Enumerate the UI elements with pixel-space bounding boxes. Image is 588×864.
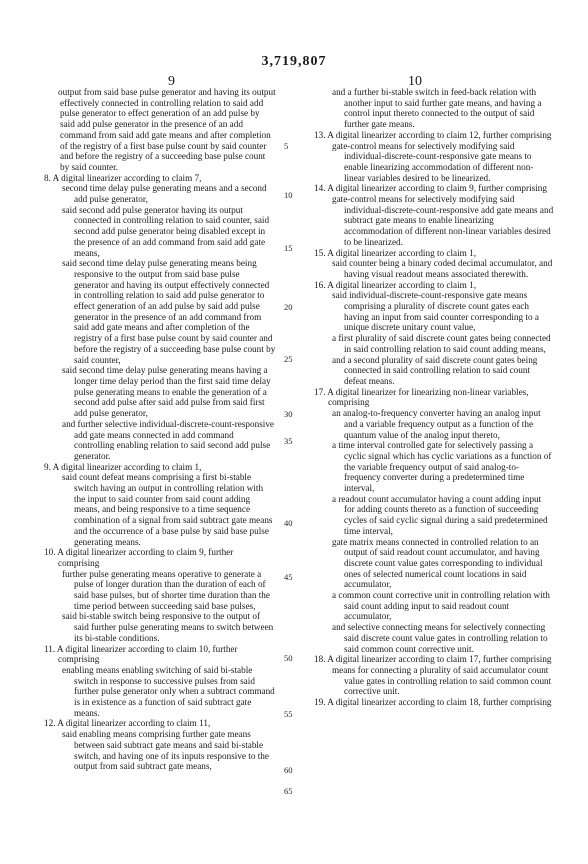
- line-number: 65: [284, 786, 293, 796]
- line-number: 60: [284, 765, 293, 775]
- claim-paragraph: said second time delay pulse generating means being responsive to the output from said base pulse generator and having its output effectively connected in controlling relation to said add pulse generator to effect generation of an add pulse by said add pulse generator in the presence of an add command from said add gate means and after completion of the registry of a first base pulse count by said counter and before the registry of a succeeding base pulse count by said counter,: [62, 258, 276, 365]
- line-number: 5: [284, 141, 289, 151]
- claim-paragraph: and further selective individual-discrete-count-responsive add gate means connected in add command controlling enabling relation to said second add pulse generator.: [62, 418, 274, 461]
- claim-paragraph: said count defeat means comprising a first bi-stable switch having an output in controlling relation with the input to said counter from said count adding means, and being responsive to a time sequence combination of a signal from said subtract gate means and the occurrence of a base pulse by said base pulse generating means.: [62, 472, 273, 547]
- claim-paragraph: 15. A digital linearizer according to claim 1,: [314, 247, 477, 258]
- line-number: 15: [284, 243, 293, 253]
- claim-paragraph: second time delay pulse generating means and a second add pulse generator,: [62, 183, 267, 205]
- claim-paragraph: further pulse generating means operative to generate a pulse of longer duration than the duration of each of said base pulses, but of shorter time duration than the time period between succeeding said base pulses,: [62, 568, 270, 611]
- claim-paragraph: gate-control means for selectively modifying said individual-discrete-count-responsive gate means to enable linearizing accommodation of different non-linear variables desired to be linearized.: [332, 140, 534, 183]
- claim-paragraph: means for connecting a plurality of said accumulator count value gates in controlling relation to said common count corrective unit.: [332, 664, 552, 697]
- claim-paragraph: said individual-discrete-count-responsive gate means comprising a plurality of discrete count gates each having an input from said counter corresponding to a unique discrete unitary count value,: [332, 290, 539, 333]
- claim-paragraph: 17. A digital linearizer for linearizing non-linear variables, comprising: [314, 386, 529, 408]
- claim-paragraph: 8. A digital linearizer according to claim 7,: [44, 172, 202, 183]
- claim-paragraph: and a second plurality of said discrete count gates being connected in said controlling relation to said count defeat means.: [332, 354, 538, 386]
- claim-paragraph: said enabling means comprising further gate means between said subtract gate means and said bi-stable switch, and having one of its inputs responsive to the output from said subtract gate means,: [62, 729, 269, 772]
- line-number: 25: [284, 354, 293, 364]
- claim-paragraph: and a further bi-stable switch in feed-back relation with another input to said further gate means, and having a control input thereto connected to the output of said further gate means.: [332, 87, 542, 130]
- line-number: 10: [284, 190, 293, 200]
- claim-paragraph: output from said base pulse generator and having its output effectively connected in controlling relation to said add pulse generator to effect generation of an add pulse by said add pulse generator in the presence of an add command from said add gate means and after completion of the registry of a first base pulse count by said counter and before the registry of a succeeding base pulse count by said counter.: [58, 87, 276, 172]
- right-column: [314, 87, 554, 708]
- claim-paragraph: 19. A digital linearizer according to claim 18, further comprising: [314, 697, 552, 708]
- claim-paragraph: enabling means enabling switching of said bi-stable switch in response to successive pulses from said further pulse generator only when a subtract command is in existence as a function of said subtract gate means.: [62, 664, 275, 718]
- claim-paragraph: 9. A digital linearizer according to claim 1,: [44, 461, 202, 472]
- page-number-right: 10: [408, 74, 422, 89]
- claim-paragraph: gate-control means for selectively modifying said individual-discrete-count-responsive add gate means and subtract gate means to enable linearizing accommodation of different non-linear variables desired to be linearized.: [332, 194, 554, 247]
- claim-paragraph: said second add pulse generator having its output connected in controlling relation to said counter, said second add pulse generator being disabled except in the presence of an add command from said add gate means,: [62, 204, 270, 258]
- line-number: 55: [284, 709, 293, 719]
- line-number: 35: [284, 436, 293, 446]
- claim-paragraph: an analog-to-frequency converter having an analog input and a variable frequency output as a function of the quantum value of the analog input thereto,: [332, 408, 541, 440]
- claim-paragraph: 18. A digital linearizer according to claim 17, further comprising: [314, 654, 552, 665]
- claim-paragraph: a readout count accumulator having a count adding input for adding counts thereto as a function of succeeding cycles of said cyclic signal during a said predetermined time interval,: [332, 493, 548, 536]
- claim-paragraph: 12. A digital linearizer according to claim 11,: [44, 718, 211, 729]
- claim-paragraph: 11. A digital linearizer according to claim 10, further comprising: [44, 643, 238, 665]
- claim-paragraph: a first plurality of said discrete count gates being connected in said controlling relation to said count adding means,: [332, 333, 551, 354]
- claim-paragraph: and selective connecting means for selectively connecting said discrete count value gates in controlling relation to said common count corrective unit.: [332, 622, 548, 654]
- claim-paragraph: 13. A digital linearizer according to claim 12, further comprising: [314, 129, 552, 140]
- claim-paragraph: 14. A digital linearizer according to claim 9, further comprising: [314, 183, 547, 194]
- claim-paragraph: said counter being a binary coded decimal accumulator, and having visual readout means associated therewith.: [332, 258, 553, 279]
- claim-paragraph: a time interval controlled gate for selectively passing a cyclic signal which has cyclic variations as a function of the variable frequency output of said analog-to-frequency converter during a predetermined time interval,: [332, 440, 552, 494]
- line-number: 30: [284, 409, 293, 419]
- left-column: [44, 87, 276, 772]
- claim-paragraph: said second time delay pulse generating means having a longer time delay period than the first said time delay pulse generating means to enable the generation of a second add pulse after said add pulse from said first add pulse generator,: [62, 365, 271, 419]
- line-number: 20: [284, 302, 293, 312]
- claim-paragraph: said bi-stable switch being responsive to the output of said further pulse generating means to switch between its bi-stable conditions.: [62, 611, 274, 643]
- claim-paragraph: 16. A digital linearizer according to claim 1,: [314, 279, 477, 290]
- line-number: 50: [284, 653, 293, 663]
- line-number: 45: [284, 572, 293, 582]
- line-number: 40: [284, 518, 293, 528]
- claim-paragraph: a common count corrective unit in controlling relation with said count adding input to said readout count accumulator,: [332, 590, 550, 622]
- claim-paragraph: 10. A digital linearizer according to claim 9, further comprising: [44, 547, 234, 568]
- page-number-left: 9: [168, 74, 175, 89]
- patent-number: 3,719,807: [261, 54, 327, 69]
- claim-paragraph: gate matrix means connected in controlled relation to an output of said readout count accumulator, and having discrete count value gates corresponding to individual ones of selected numerical count locations in said accumulator,: [332, 536, 543, 590]
